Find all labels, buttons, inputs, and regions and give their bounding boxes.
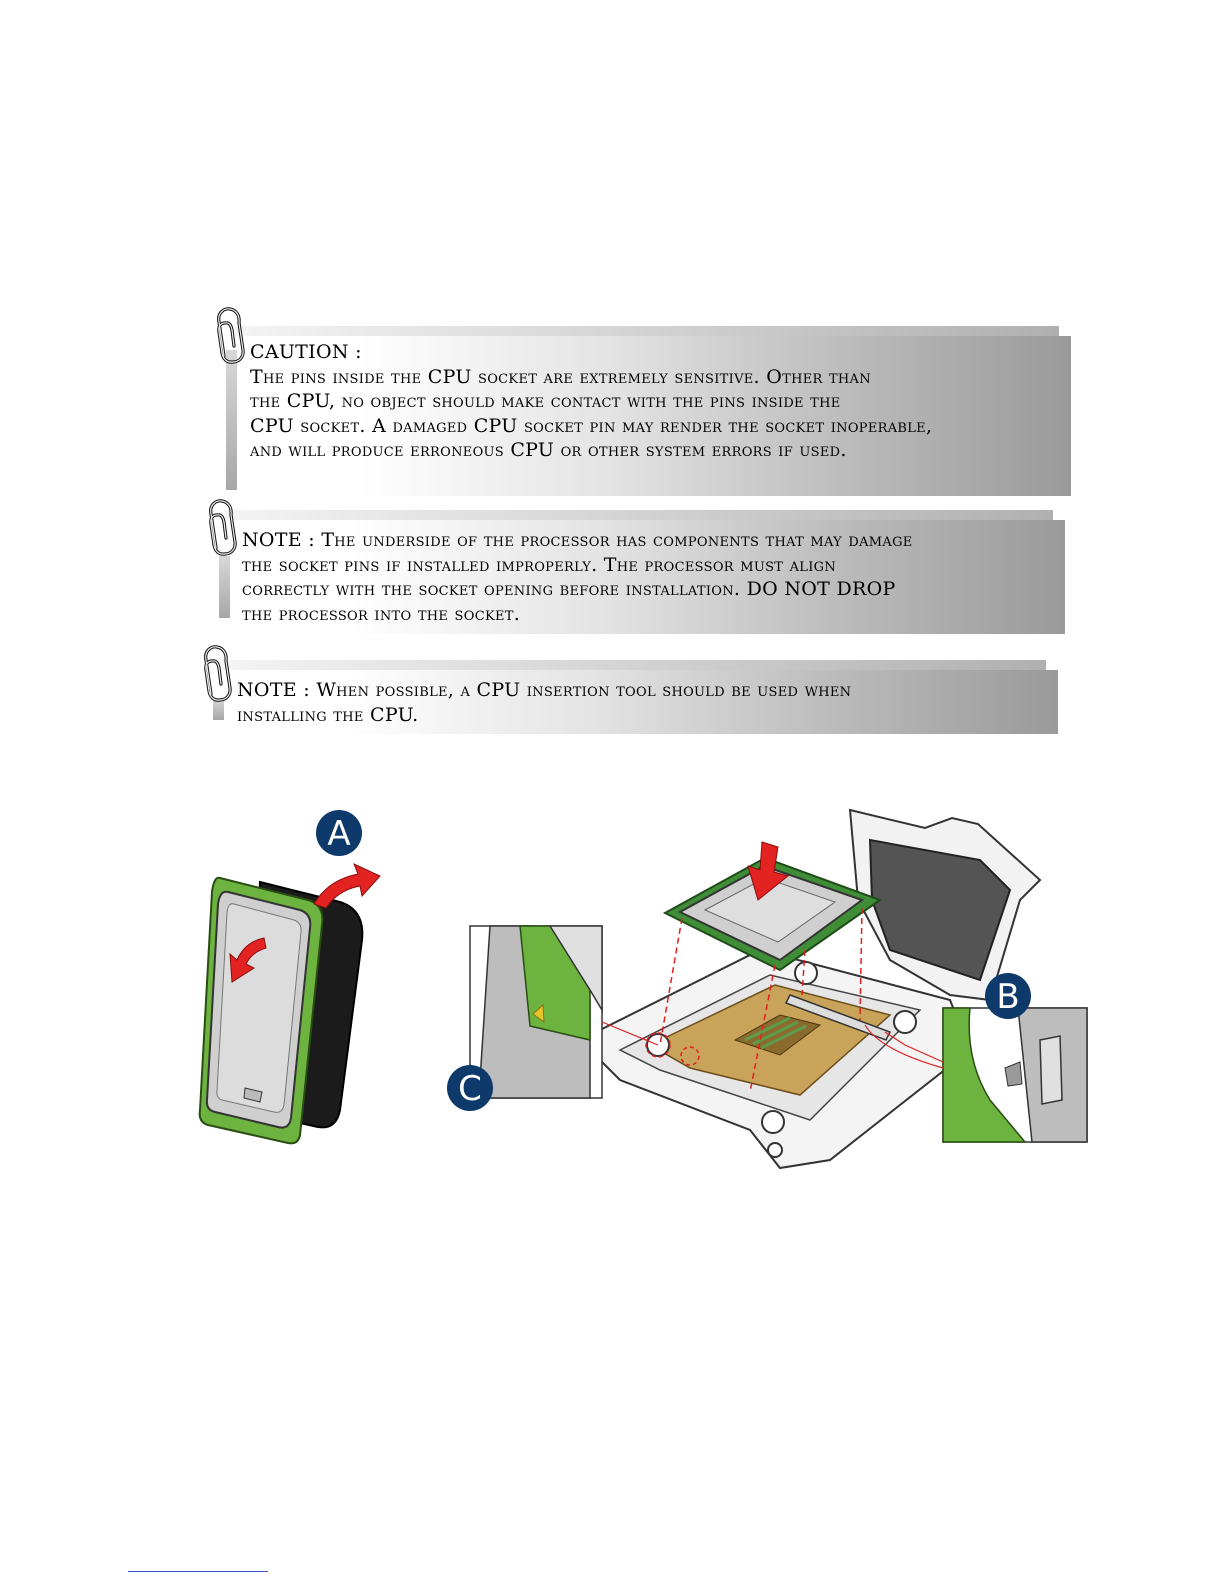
note-insertion-tool (200, 644, 1058, 734)
note-side-bar (219, 556, 230, 618)
note-top-band (220, 660, 1046, 670)
paperclip-icon (205, 498, 241, 560)
caution-line: and will produce erroneous CPU or other system errors if used. (250, 439, 847, 461)
caution-side-bar (226, 350, 237, 490)
note-line: NOTE : The underside of the processor has components that may damage (242, 529, 913, 551)
cpu-installation-illustration (190, 800, 1100, 1175)
cpu-carrier-drawing (200, 864, 380, 1143)
marker-b-label: B (996, 977, 1020, 1017)
caution-top-band (235, 326, 1059, 336)
footnote-rule (128, 1571, 268, 1572)
marker-c (447, 1065, 493, 1111)
note-line: installing the CPU. (237, 703, 419, 726)
marker-a-label: A (327, 814, 351, 854)
note-line: the socket pins if installed improperly. The processor must align (242, 553, 837, 576)
caution-note (213, 306, 1071, 496)
caution-line: The pins inside the CPU socket are extremely sensitive. Other than (250, 365, 871, 388)
marker-c-label: C (458, 1069, 482, 1109)
marker-b (985, 973, 1031, 1019)
paperclip-icon (213, 306, 249, 368)
paperclip-icon (200, 644, 236, 706)
marker-a (316, 810, 362, 856)
cpu-installation-figure (190, 800, 1100, 1175)
note-top-band (225, 510, 1053, 520)
note-underside (205, 498, 1065, 634)
caution-line: the CPU, no object should make contact with the pins inside the (250, 390, 841, 412)
note-underside-text (242, 528, 913, 626)
note-line: correctly with the socket opening before installation. DO NOT DROP (242, 578, 896, 600)
note-line: NOTE : When possible, a CPU insertion tool should be used when (237, 679, 852, 701)
note-tool-text (237, 678, 851, 727)
caution-text (250, 340, 932, 463)
note-line: the processor into the socket. (242, 602, 521, 625)
caution-line: CPU socket. A damaged CPU socket pin may render the socket inoperable, (250, 414, 933, 437)
caution-title: CAUTION : (250, 341, 362, 363)
